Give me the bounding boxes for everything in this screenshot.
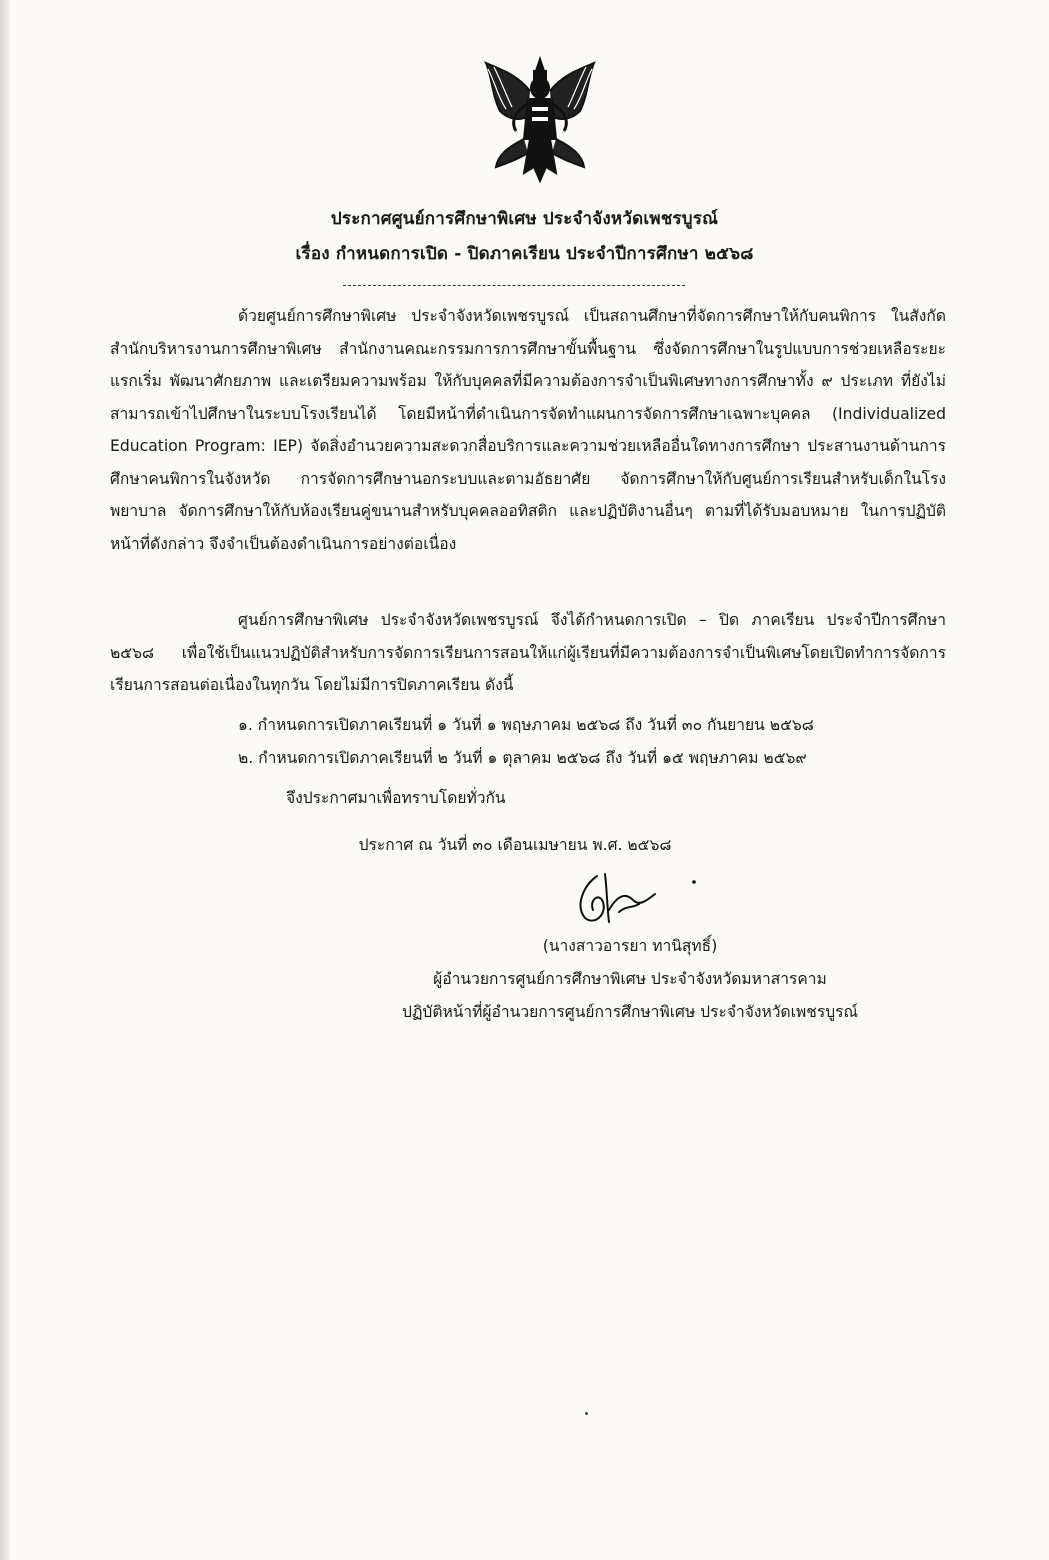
- title-separator: [343, 285, 685, 286]
- announcement-title: ประกาศศูนย์การศึกษาพิเศษ ประจำจังหวัดเพชรบูรณ์: [330, 209, 719, 229]
- garuda-emblem-icon: [478, 55, 602, 185]
- paper-speck: [585, 1412, 588, 1415]
- page-edge-shadow: [0, 0, 10, 1560]
- schedule-item-2: ๒. กำหนดการเปิดภาคเรียนที่ ๒ วันที่ ๑ ตุลาคม ๒๕๖๘ ถึง วันที่ ๑๕ พฤษภาคม ๒๕๖๙: [238, 749, 807, 767]
- announcement-subject: เรื่อง กำหนดการเปิด - ปิดภาคเรียน ประจำปีการศึกษา ๒๕๖๘: [295, 244, 754, 264]
- signatory-block: [300, 930, 960, 1029]
- handwritten-signature: [567, 866, 707, 930]
- signatory-position-2: ปฏิบัติหน้าที่ผู้อำนวยการศูนย์การศึกษาพิเศษ ประจำจังหวัดเพชรบูรณ์: [402, 1003, 858, 1021]
- announcement-date: ประกาศ ณ วันที่ ๓๐ เดือนเมษายน พ.ศ. ๒๕๖๘: [358, 836, 672, 854]
- closing-statement: จึงประกาศมาเพื่อทราบโดยทั่วกัน: [286, 789, 506, 807]
- body-paragraph-1: ด้วยศูนย์การศึกษาพิเศษ ประจำจังหวัดเพชรบูรณ์ เป็นสถานศึกษาที่จัดการศึกษาให้กับคนพิการ ในสังกัดสำนักบริหารงานการศึกษาพิเศษ สำนักงานคณะกรรมการการศึกษาขั้นพื้นฐาน ซึ่งจัดการศึกษาในรูปแบบการช่วยเหลือระยะแรกเริ่ม พัฒนาศักยภาพ และเตรียมความพร้อม ให้กับบุคคลที่มีความต้องการจำเป็นพิเศษทางการศึกษาทั้ง ๙ ประเภท ที่ยังไม่สามารถเข้าไปศึกษาในระบบโรงเรียนได้ โดยมีหน้าที่ดำเนินการจัดทำแผนการจัดการศึกษาเฉพาะบุคคล (Individualized Education Program: IEP) จัดสิ่งอำนวยความสะดวกสื่อบริการและความช่วยเหลืออื่นใดทางการศึกษา ประสานงานด้านการศึกษาคนพิการในจังหวัด การจัดการศึกษานอกระบบและตามอัธยาศัย จัดการศึกษาให้กับศูนย์การเรียนสำหรับเด็กในโรงพยาบาล จัดการศึกษาให้กับห้องเรียนคู่ขนานสำหรับบุคคลออทิสติก และปฏิบัติงานอื่นๆ ตามที่ได้รับมอบหมาย ในการปฏิบัติหน้าที่ดังกล่าว จึงจำเป็นต้องดำเนินการอย่างต่อเนื่อง: [110, 307, 946, 553]
- signatory-name: (นางสาวอารยา ทานิสุทธิ์): [542, 937, 718, 955]
- schedule-item-1: ๑. กำหนดการเปิดภาคเรียนที่ ๑ วันที่ ๑ พฤษภาคม ๒๕๖๘ ถึง วันที่ ๓๐ กันยายน ๒๕๖๘: [238, 716, 814, 734]
- body-paragraph-2: ศูนย์การศึกษาพิเศษ ประจำจังหวัดเพชรบูรณ์ จึงได้กำหนดการเปิด – ปิด ภาคเรียน ประจำปีการศึกษา ๒๕๖๘ เพื่อใช้เป็นแนวปฏิบัติสำหรับการจัดการเรียนการสอนให้แก่ผู้เรียนที่มีความต้องการจำเป็นพิเศษโดยเปิดทำการจัดการเรียนการสอนต่อเนื่องในทุกวัน โดยไม่มีการปิดภาคเรียน ดังนี้: [110, 611, 946, 694]
- signatory-position-1: ผู้อำนวยการศูนย์การศึกษาพิเศษ ประจำจังหวัดมหาสารคาม: [433, 970, 827, 988]
